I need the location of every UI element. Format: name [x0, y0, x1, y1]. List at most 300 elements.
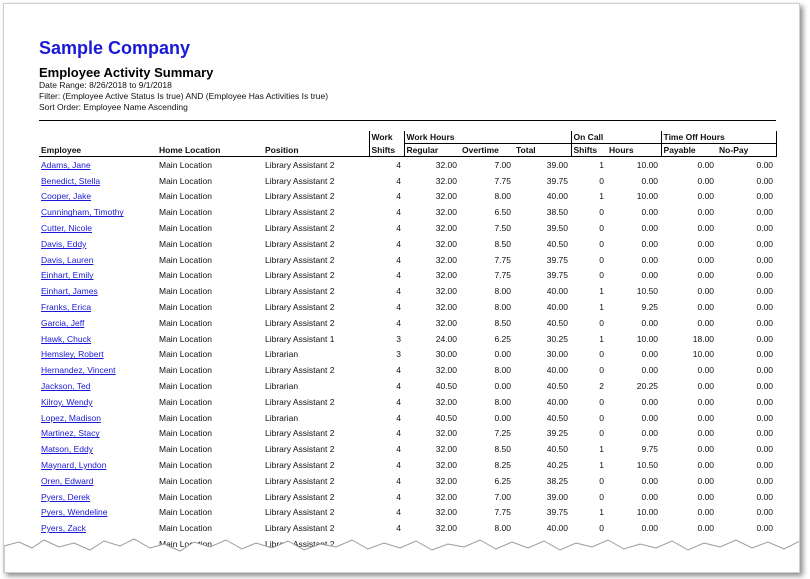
no-pay-hours-cell: 0.00 [756, 428, 774, 439]
on-call-shifts-cell: 2 [599, 381, 605, 392]
report-title: Employee Activity Summary [39, 65, 214, 80]
home-location-cell: Main Location [159, 460, 212, 471]
employee-cell[interactable] [39, 283, 157, 299]
time-off-group-header: Time Off Hours [661, 131, 776, 144]
table-row [39, 283, 776, 299]
regular-hours-cell: 32.00 [435, 270, 457, 281]
home-location-cell: Main Location [159, 223, 212, 234]
no-pay-hours-cell: 0.00 [756, 365, 774, 376]
position-cell: Library Assistant 1 [265, 333, 335, 344]
total-hours-cell: 40.00 [546, 523, 569, 534]
position-cell: Library Assistant 2 [265, 223, 335, 234]
company-name: Sample Company [39, 38, 191, 58]
payable-hours-cell: 0.00 [697, 207, 715, 218]
employee-cell[interactable] [39, 347, 157, 363]
work-shifts-cell: 4 [396, 365, 401, 376]
on-call-shifts-cell: 0 [599, 396, 605, 407]
total-hours-cell: 40.25 [546, 460, 569, 471]
total-hours-cell: 39.75 [546, 270, 569, 281]
regular-hours-cell: 24.00 [435, 333, 457, 344]
regular-hours-cell: 32.00 [435, 428, 457, 439]
table-row [39, 410, 776, 426]
no-pay-hours-cell: 0.00 [756, 444, 774, 455]
employee-link[interactable]: Oren, Edward [41, 475, 94, 486]
on-call-shifts-cell: 1 [599, 507, 605, 518]
home-location-cell: Main Location [159, 191, 212, 202]
on-call-hours-cell: 0.00 [641, 349, 659, 360]
total-hours-cell: 40.00 [546, 191, 569, 202]
payable-hours-cell: 0.00 [697, 460, 715, 471]
overtime-hours-cell: 7.75 [494, 254, 511, 265]
work-shifts-cell: 4 [396, 175, 401, 186]
work-shifts-cell: 4 [396, 207, 401, 218]
employee-cell[interactable] [39, 378, 157, 394]
overtime-hours-cell: 7.75 [494, 175, 511, 186]
position-cell: Library Assistant 2 [265, 175, 335, 186]
employee-link[interactable]: Pyers, Derek [41, 491, 91, 502]
table-row [39, 299, 776, 315]
position-cell: Library Assistant 2 [265, 491, 335, 502]
on-call-shifts-cell: 1 [599, 444, 605, 455]
home-location-cell: Main Location [159, 238, 212, 249]
no-pay-hours-cell: 0.00 [756, 396, 774, 407]
work-shifts-header: Shifts [369, 144, 404, 157]
on-call-hours-cell: 20.25 [636, 381, 659, 392]
overtime-hours-cell: 0.00 [494, 349, 511, 360]
employee-cell[interactable] [39, 505, 157, 521]
regular-hours-cell: 32.00 [435, 286, 457, 297]
payable-hours-cell: 0.00 [697, 381, 715, 392]
no-pay-hours-cell: 0.00 [756, 238, 774, 249]
overtime-hours-cell: 8.50 [494, 444, 511, 455]
total-hours-cell: 40.50 [546, 381, 569, 392]
regular-hours-cell: 32.00 [435, 159, 457, 170]
table-row [39, 426, 776, 442]
overtime-hours-cell: 7.00 [494, 491, 511, 502]
employee-link[interactable]: Pyers, Wendeline [41, 507, 108, 518]
on-call-shifts-cell: 0 [599, 207, 605, 218]
table-row [39, 505, 776, 521]
home-location-cell: Main Location [159, 491, 212, 502]
on-call-group-header: On Call [571, 131, 661, 144]
position-cell: Library Assistant 2 [265, 539, 335, 550]
table-header-group-row [39, 131, 776, 144]
on-call-hours-cell: 0.00 [641, 175, 659, 186]
work-shifts-cell: 4 [396, 507, 401, 518]
work-shifts-cell: 4 [396, 523, 401, 534]
employee-link[interactable]: Hernandez, Vincent [41, 365, 116, 376]
table-row [39, 157, 776, 173]
overtime-hours-cell: 6.50 [494, 207, 511, 218]
overtime-hours-cell: 0.00 [494, 381, 511, 392]
position-cell: Library Assistant 2 [265, 159, 335, 170]
no-pay-hours-cell: 0.00 [756, 286, 774, 297]
table-row [39, 489, 776, 505]
table-row [39, 268, 776, 284]
total-hours-cell: 30.25 [546, 333, 569, 344]
regular-hours-cell: 32.00 [435, 223, 457, 234]
regular-hours-cell: 32.00 [435, 238, 457, 249]
regular-hours-cell: 40.50 [435, 381, 457, 392]
position-cell: Library Assistant 2 [265, 444, 335, 455]
regular-hours-cell: 40.50 [435, 412, 457, 423]
employee-link[interactable]: Matson, Eddy [41, 444, 93, 455]
employee-cell[interactable] [39, 520, 157, 536]
regular-hours-cell: 32.00 [435, 491, 457, 502]
employee-cell[interactable] [39, 489, 157, 505]
on-call-hours-cell: 10.50 [636, 460, 659, 471]
employee-cell[interactable] [39, 441, 157, 457]
regular-hours-cell: 32.00 [435, 460, 457, 471]
overtime-hours-cell: 8.50 [494, 317, 511, 328]
on-call-hours-cell: 0.00 [641, 412, 659, 423]
employee-cell[interactable] [39, 426, 157, 442]
payable-hours-cell: 0.00 [697, 475, 715, 486]
employee-cell[interactable] [39, 189, 157, 205]
employee-cell[interactable] [39, 173, 157, 189]
no-pay-hours-cell: 0.00 [756, 254, 774, 265]
overtime-hours-cell: 7.50 [494, 223, 511, 234]
position-cell: Library Assistant 2 [265, 507, 335, 518]
table-row [39, 378, 776, 394]
total-hours-cell: 40.50 [546, 317, 569, 328]
employee-link[interactable]: Davis, Eddy [41, 238, 87, 249]
header-divider [39, 120, 776, 121]
table-row [39, 362, 776, 378]
on-call-hours-cell: 0.00 [641, 365, 659, 376]
payable-hours-cell: 0.00 [697, 302, 715, 313]
work-hours-group-header: Work Hours [404, 131, 571, 144]
overtime-hours-cell: 7.25 [494, 428, 511, 439]
home-location-cell: Main Location [159, 365, 212, 376]
table-row [39, 394, 776, 410]
work-shifts-cell: 4 [396, 381, 401, 392]
overtime-hours-cell: 8.00 [494, 302, 511, 313]
employee-link[interactable]: Hemsley, Robert [41, 349, 104, 360]
employee-cell[interactable] [39, 457, 157, 473]
employee-cell[interactable] [39, 268, 157, 284]
regular-hours-cell: 32.00 [435, 507, 457, 518]
overtime-header: Overtime [460, 144, 514, 157]
payable-hours-cell: 0.00 [697, 428, 715, 439]
regular-hours-cell: 32.00 [435, 254, 457, 265]
total-hours-cell: 40.00 [546, 286, 569, 297]
no-pay-hours-cell: 0.00 [756, 223, 774, 234]
on-call-hours-header: Hours [607, 144, 661, 157]
position-cell: Library Assistant 2 [265, 317, 335, 328]
torn-edge [4, 536, 800, 573]
no-pay-hours-cell: 0.00 [756, 491, 774, 502]
employee-link[interactable]: Pyers, Zack [41, 523, 86, 534]
employee-link[interactable]: Cutter, Nicole [41, 223, 93, 234]
on-call-shifts-cell: 1 [599, 460, 605, 471]
payable-hours-cell: 10.00 [692, 349, 715, 360]
no-pay-hours-cell: 0.00 [756, 317, 774, 328]
employee-cell[interactable] [39, 252, 157, 268]
employee-link[interactable]: Hawk, Chuck [41, 333, 92, 344]
on-call-hours-cell: 10.50 [636, 286, 659, 297]
overtime-hours-cell: 8.00 [494, 365, 511, 376]
overtime-hours-cell: 8.00 [494, 191, 511, 202]
total-hours-cell: 39.75 [546, 175, 569, 186]
employee-link[interactable]: Franks, Erica [41, 302, 92, 313]
overtime-hours-cell: 7.75 [494, 270, 511, 281]
employee-link[interactable]: Cunningham, Timothy [41, 207, 124, 218]
home-location-cell: Main Location [159, 302, 212, 313]
on-call-shifts-cell: 0 [599, 175, 605, 186]
home-location-cell: Main Location [159, 349, 212, 360]
no-pay-hours-cell: 0.00 [756, 381, 774, 392]
payable-hours-cell: 0.00 [697, 254, 715, 265]
employee-cell[interactable] [39, 410, 157, 426]
on-call-hours-cell: 9.75 [641, 444, 659, 455]
on-call-hours-cell: 0.00 [641, 523, 659, 534]
position-cell: Librarian [265, 412, 299, 423]
employee-header: Employee [39, 144, 157, 157]
work-shifts-cell: 4 [396, 302, 401, 313]
table-row [39, 220, 776, 236]
home-location-cell: Main Location [159, 159, 212, 170]
on-call-hours-cell: 10.00 [636, 333, 659, 344]
on-call-shifts-cell: 1 [599, 191, 605, 202]
total-hours-cell: 40.00 [546, 365, 569, 376]
on-call-hours-cell: 10.00 [636, 507, 659, 518]
on-call-hours-cell: 0.00 [641, 207, 659, 218]
on-call-shifts-cell: 0 [599, 317, 605, 328]
no-pay-hours-cell: 0.00 [756, 191, 774, 202]
regular-hours-cell: 32.00 [435, 191, 457, 202]
on-call-hours-cell: 0.00 [641, 254, 659, 265]
no-pay-hours-cell: 0.00 [756, 412, 774, 423]
table-body [39, 157, 776, 552]
table-row [39, 189, 776, 205]
no-pay-hours-cell: 0.00 [756, 475, 774, 486]
total-hours-cell: 39.00 [546, 491, 569, 502]
employee-cell[interactable] [39, 220, 157, 236]
on-call-shifts-cell: 0 [599, 349, 605, 360]
payable-hours-cell: 0.00 [697, 223, 715, 234]
total-hours-cell: 38.50 [546, 207, 569, 218]
work-shifts-cell: 4 [396, 396, 401, 407]
payable-hours-cell: 0.00 [697, 412, 715, 423]
employee-link[interactable]: Martinez, Stacy [41, 428, 100, 439]
home-location-cell: Main Location [159, 428, 212, 439]
on-call-shifts-cell: 1 [599, 302, 605, 313]
on-call-hours-cell: 0.00 [641, 475, 659, 486]
table-row [39, 236, 776, 252]
home-location-cell: Main Location [159, 270, 212, 281]
work-shifts-cell: 4 [396, 270, 401, 281]
position-cell: Library Assistant 2 [265, 302, 335, 313]
position-cell: Library Assistant 2 [265, 286, 335, 297]
employee-cell[interactable] [39, 236, 157, 252]
regular-header: Regular [404, 144, 460, 157]
table-row [39, 520, 776, 536]
home-location-header: Home Location [157, 144, 263, 157]
home-location-cell: Main Location [159, 317, 212, 328]
position-cell: Library Assistant 2 [265, 460, 335, 471]
work-shifts-cell: 4 [396, 254, 401, 265]
total-hours-cell: 40.50 [546, 238, 569, 249]
regular-hours-cell: 32.00 [435, 475, 457, 486]
payable-hours-cell: 0.00 [697, 444, 715, 455]
no-pay-header: No-Pay [717, 144, 776, 157]
overtime-hours-cell: 0.00 [494, 412, 511, 423]
overtime-hours-cell: 8.50 [494, 238, 511, 249]
employee-link[interactable]: Kilroy, Wendy [41, 396, 93, 407]
employee-link[interactable]: Lopez, Madison [41, 412, 102, 423]
table-header-row [39, 144, 776, 157]
regular-hours-cell: 30.00 [435, 349, 457, 360]
total-hours-cell: 30.00 [546, 349, 569, 360]
employee-link[interactable]: Einhart, James [41, 286, 98, 297]
table-row [39, 315, 776, 331]
payable-hours-cell: 0.00 [697, 365, 715, 376]
total-hours-cell: 40.00 [546, 302, 569, 313]
no-pay-hours-cell: 0.00 [756, 159, 774, 170]
overtime-hours-cell: 8.00 [494, 286, 511, 297]
on-call-shifts-cell: 0 [599, 270, 605, 281]
total-hours-cell: 39.75 [546, 254, 569, 265]
regular-hours-cell: 32.00 [435, 207, 457, 218]
no-pay-hours-cell: 0.00 [756, 349, 774, 360]
on-call-shifts-cell: 0 [599, 238, 605, 249]
on-call-hours-cell: 9.25 [641, 302, 659, 313]
no-pay-hours-cell: 0.00 [756, 507, 774, 518]
table-row [39, 347, 776, 363]
payable-hours-cell: 0.00 [697, 270, 715, 281]
employee-link[interactable]: Benedict, Stella [41, 175, 101, 186]
employee-cell[interactable] [39, 204, 157, 220]
no-pay-hours-cell: 0.00 [756, 270, 774, 281]
on-call-shifts-cell: 1 [599, 286, 605, 297]
employee-cell[interactable] [39, 299, 157, 315]
total-hours-cell: 39.75 [546, 507, 569, 518]
payable-hours-cell: 0.00 [697, 396, 715, 407]
work-shifts-cell: 4 [396, 286, 401, 297]
payable-hours-cell: 0.00 [697, 523, 715, 534]
no-pay-hours-cell: 0.00 [756, 460, 774, 471]
on-call-shifts-cell: 0 [599, 523, 605, 534]
on-call-shifts-header: Shifts [571, 144, 607, 157]
work-shifts-cell: 4 [396, 491, 401, 502]
total-hours-cell: 40.50 [546, 412, 569, 423]
position-cell: Librarian [265, 381, 299, 392]
position-cell: Library Assistant 2 [265, 475, 335, 486]
regular-hours-cell: 32.00 [435, 396, 457, 407]
employee-cell[interactable] [39, 157, 157, 173]
employee-cell[interactable] [39, 362, 157, 378]
employee-link[interactable]: Garcia, Jeff [41, 317, 85, 328]
no-pay-hours-cell: 0.00 [756, 207, 774, 218]
employee-link[interactable]: Maynard, Lyndon [41, 460, 107, 471]
home-location-cell: Main Location [159, 254, 212, 265]
total-header: Total [514, 144, 571, 157]
overtime-hours-cell: 8.00 [494, 396, 511, 407]
home-location-cell: Main Location [159, 396, 212, 407]
no-pay-hours-cell: 0.00 [756, 302, 774, 313]
position-cell: Library Assistant 2 [265, 238, 335, 249]
home-location-cell: Main Location [159, 539, 212, 550]
on-call-shifts-cell: 0 [599, 428, 605, 439]
payable-hours-cell: 0.00 [697, 191, 715, 202]
on-call-shifts-cell: 0 [599, 491, 605, 502]
payable-hours-cell: 0.00 [697, 317, 715, 328]
on-call-hours-cell: 10.00 [636, 159, 659, 170]
home-location-cell: Main Location [159, 444, 212, 455]
overtime-hours-cell: 8.25 [494, 460, 511, 471]
position-cell: Library Assistant 2 [265, 523, 335, 534]
on-call-hours-cell: 0.00 [641, 428, 659, 439]
work-shifts-cell: 4 [396, 412, 401, 423]
employee-link[interactable]: Davis, Lauren [41, 254, 94, 265]
payable-hours-cell: 0.00 [697, 175, 715, 186]
home-location-cell: Main Location [159, 175, 212, 186]
on-call-shifts-cell: 0 [599, 223, 605, 234]
work-shifts-header-top: Work [369, 131, 404, 144]
employee-cell[interactable] [39, 315, 157, 331]
date-range: Date Range: 8/26/2018 to 9/1/2018 [39, 80, 172, 90]
overtime-hours-cell: 7.00 [494, 159, 511, 170]
regular-hours-cell: 32.00 [435, 175, 457, 186]
work-shifts-cell: 3 [396, 333, 401, 344]
table-row [39, 252, 776, 268]
employee-link[interactable]: Einhart, Emily [41, 270, 94, 281]
home-location-cell: Main Location [159, 412, 212, 423]
work-shifts-cell: 4 [396, 238, 401, 249]
on-call-hours-cell: 0.00 [641, 317, 659, 328]
regular-hours-cell: 32.00 [435, 302, 457, 313]
employee-link[interactable]: Jackson, Ted [41, 381, 91, 392]
employee-cell[interactable] [39, 331, 157, 347]
report-page [3, 3, 800, 573]
employee-cell[interactable] [39, 473, 157, 489]
home-location-cell: Main Location [159, 381, 212, 392]
total-hours-cell: 40.00 [546, 396, 569, 407]
no-pay-hours-cell: 0.00 [756, 523, 774, 534]
work-shifts-cell: 4 [396, 460, 401, 471]
work-shifts-cell: 4 [396, 191, 401, 202]
work-shifts-cell: 4 [396, 223, 401, 234]
total-hours-cell: 39.00 [546, 159, 569, 170]
work-shifts-cell: 3 [396, 349, 401, 360]
home-location-cell: Main Location [159, 475, 212, 486]
payable-hours-cell: 0.00 [697, 491, 715, 502]
filter-text: Filter: (Employee Active Status Is true) AND (Employee Has Activities Is true) [39, 91, 329, 101]
total-hours-cell: 40.50 [546, 444, 569, 455]
table-row [39, 331, 776, 347]
position-cell: Library Assistant 2 [265, 365, 335, 376]
overtime-hours-cell: 8.00 [494, 523, 511, 534]
payable-hours-cell: 18.00 [692, 333, 715, 344]
on-call-hours-cell: 0.00 [641, 223, 659, 234]
employee-link[interactable]: Adams, Jane [41, 159, 91, 170]
employee-link[interactable]: Cooper, Jake [41, 191, 92, 202]
home-location-cell: Main Location [159, 286, 212, 297]
on-call-shifts-cell: 1 [599, 333, 605, 344]
position-cell: Library Assistant 2 [265, 428, 335, 439]
on-call-shifts-cell: 0 [599, 412, 605, 423]
home-location-cell: Main Location [159, 207, 212, 218]
employee-cell[interactable] [39, 394, 157, 410]
total-hours-cell: 39.25 [546, 428, 569, 439]
table-row [39, 457, 776, 473]
regular-hours-cell: 32.00 [435, 523, 457, 534]
position-cell: Library Assistant 2 [265, 270, 335, 281]
position-cell: Library Assistant 2 [265, 254, 335, 265]
table-row [39, 204, 776, 220]
on-call-hours-cell: 10.00 [636, 191, 659, 202]
